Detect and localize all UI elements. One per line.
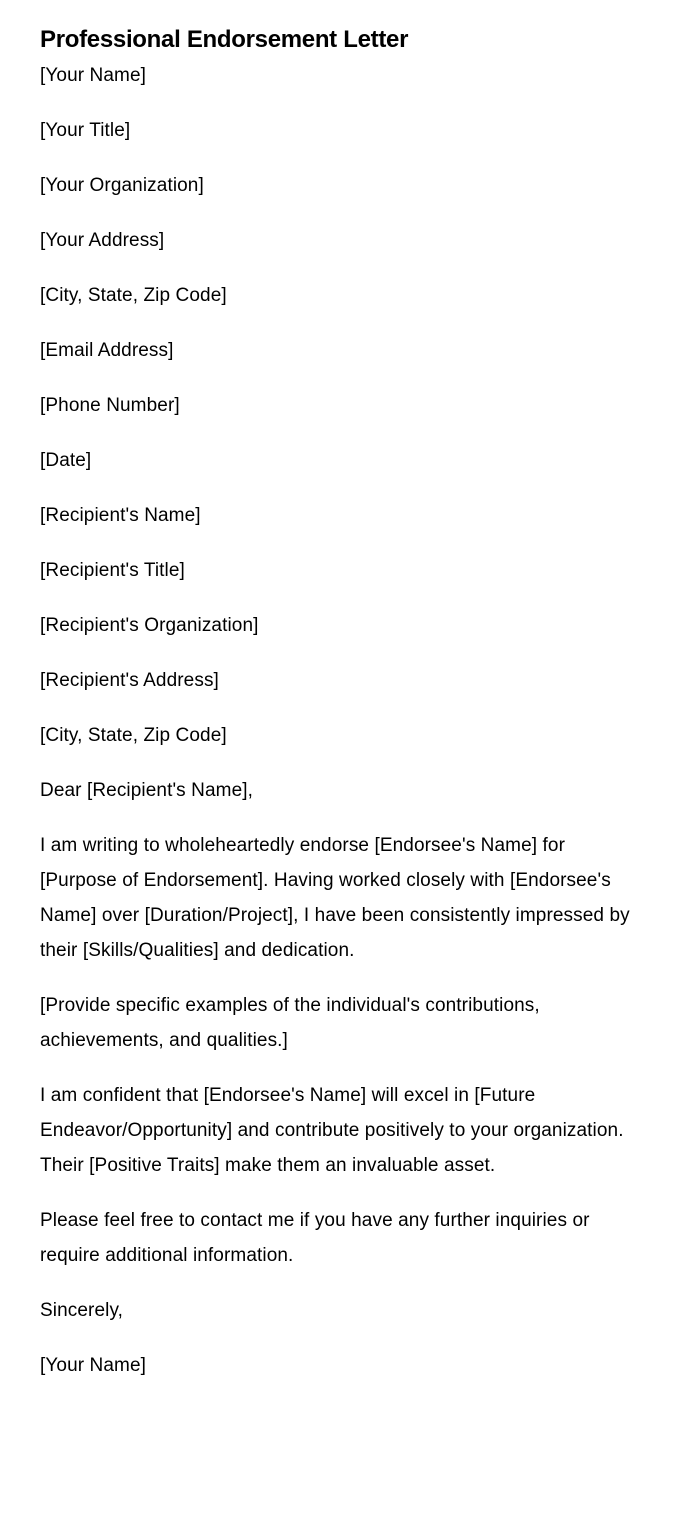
recipient-organization: [Recipient's Organization] (40, 615, 259, 636)
recipient-name: [Recipient's Name] (40, 505, 201, 526)
body-paragraph: I am confident that [Endorsee's Name] will excel in [Future Endeavor/Opportunity] and contribute positively to your organization. Their [Positive Traits] make them an invaluable asset. (40, 1085, 624, 1176)
sender-title: [Your Title] (40, 120, 131, 141)
body-paragraph: Please feel free to contact me if you have any further inquiries or require additional information. (40, 1210, 590, 1266)
sender-phone: [Phone Number] (40, 395, 180, 416)
sender-organization: [Your Organization] (40, 175, 204, 196)
letter-page (40, 22, 640, 1383)
sender-email: [Email Address] (40, 340, 174, 361)
sender-address: [Your Address] (40, 230, 165, 251)
body-paragraph: I am writing to wholeheartedly endorse [Endorsee's Name] for [Purpose of Endorsement]. Having worked closely with [Endorsee's Name] over [Duration/Project], I have been consistently impressed by their [Skills/Qualities] and dedication. (40, 835, 630, 961)
recipient-city-state-zip: [City, State, Zip Code] (40, 725, 227, 746)
salutation: Dear [Recipient's Name], (40, 780, 253, 801)
document-title: Professional Endorsement Letter (40, 26, 409, 53)
sender-name: [Your Name] (40, 65, 147, 86)
signature-name: [Your Name] (40, 1355, 147, 1376)
closing: Sincerely, (40, 1300, 124, 1321)
sender-city-state-zip: [City, State, Zip Code] (40, 285, 227, 306)
body-paragraph: [Provide specific examples of the individual's contributions, achievements, and qualities.] (40, 995, 540, 1051)
recipient-title: [Recipient's Title] (40, 560, 185, 581)
recipient-address: [Recipient's Address] (40, 670, 219, 691)
letter-header-block (40, 58, 640, 808)
letter-date: [Date] (40, 450, 92, 471)
letter-body (40, 828, 640, 1383)
